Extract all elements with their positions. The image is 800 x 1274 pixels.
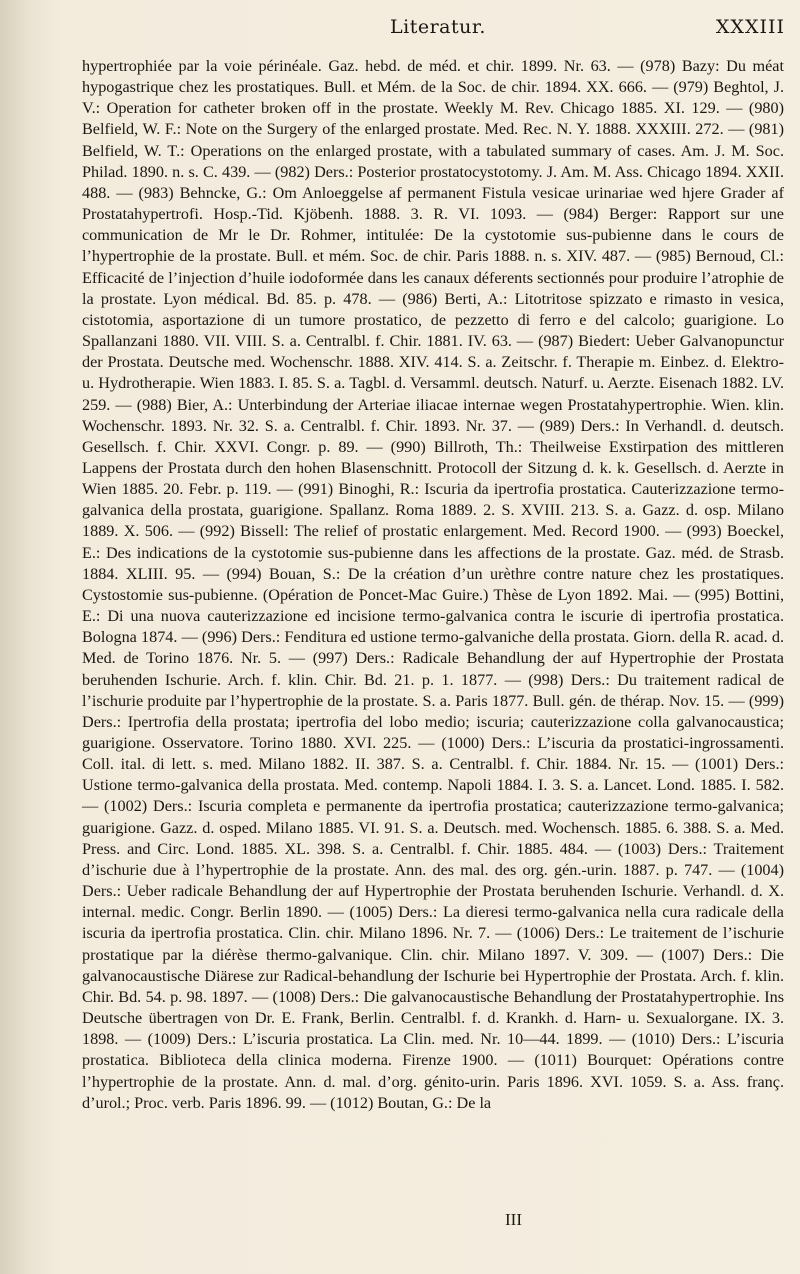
running-title: Literatur. — [390, 16, 486, 38]
running-header — [80, 10, 785, 46]
signature-mark: III — [505, 1210, 522, 1229]
bibliography-text — [82, 56, 784, 1114]
page-number: XXXIII — [715, 16, 785, 38]
bibliography-paragraph: hypertrophiée par la voie périnéale. Gaz. hebd. de méd. et chir. 1899. Nr. 63. — (978) Bazy: Du méat hypogastrique chez les prostatiques. Bull. et Mém. de la Soc. de chir. 1894. XX. 666. — (979) Beghtol, J. V.: Operation for catheter broken off in the prostate. Weekly M. Rev. Chicago 1885. XI. 129. — (980) Belfield, W. F.: Note on the Surgery of the enlarged prostate. Med. Rec. N. Y. 1888. XXXIII. 272. — (981) Belfield, W. T.: Operations on the enlarged prostate, with a tabulated summary of cases. Am. J. M. Soc. Philad. 1890. n. s. C. 439. — (982) Ders.: Posterior prostatocystotomy. J. Am. M. Ass. Chicago 1894. XXII. 488. — (983) Behncke, G.: Om Anloeggelse af permanent Fistula vesicae urinariae wed hjere Grader af Prostatahypertrofi. Hosp.-Tid. Kjöbenh. 1888. 3. R. VI. 1093. — (984) Berger: Rapport sur une communication de Mr le Dr. Rohmer, intitulée: De la cystotomie sus-pubienne dans le cours de l’hypertrophie de la prostate. Bull. et mém. Soc. de chir. Paris 1888. n. s. XIV. 487. — (985) Bernoud, Cl.: Efficacité de l’injection d’huile iodoformée dans les canaux déferents sectionnés pour produire l’atrophie de la prostate. Lyon médical. Bd. 85. p. 478. — (986) Berti, A.: Litotritose spizzato e rimasto in vesica, cistotomia, asportazione di un tumore prostatico, de pezzetto di ferro e del calcolo; guarigione. Lo Spallanzani 1880. VII. VIII. S. a. Centralbl. f. Chir. 1881. IV. 63. — (987) Biedert: Ueber Galvanopunctur der Prostata. Deutsche med. Wochenschr. 1888. XIV. 414. S. a. Zeitschr. f. Therapie m. Einbez. d. Elektro- u. Hydrotherapie. Wien 1883. I. 85. S. a. Tagbl. d. Versamml. deutsch. Naturf. u. Aerzte. Eisenach 1882. LV. 259. — (988) Bier, A.: Unterbindung der Arteriae iliacae internae wegen Prostatahypertrophie. Wien. klin. Wochenschr. 1893. Nr. 32. S. a. Centralbl. f. Chir. 1893. Nr. 37. — (989) Ders.: In Verhandl. d. deutsch. Gesellsch. f. Chir. XXVI. Congr. p. 89. — (990) Billroth, Th.: Theilweise Exstirpation des mittleren Lappens der Prostata durch den hohen Blasenschnitt. Protocoll der Sitzung d. k. k. Gesellsch. d. Aerzte in Wien 1885. 20. Febr. p. 119. — (991) Binoghi, R.: Iscuria da ipertrofia prostatica. Cauterizzazione termo-galvanica della prostata, guarigione. Spallanz. Roma 1889. 2. S. XVIII. 213. S. a. Gazz. d. osp. Milano 1889. X. 506. — (992) Bissell: The relief of prostatic enlargement. Med. Record 1900. — (993) Boeckel, E.: Des indications de la cystotomie sus-pubienne dans les affections de la prostate. Gaz. méd. de Strasb. 1884. XLIII. 95. — (994) Bouan, S.: De la création d’un urèthre contre nature chez les prostatiques. Cystostomie sus-pubienne. (Opération de Poncet-Mac Guire.) Thèse de Lyon 1892. Mai. — (995) Bottini, E.: Di una nuova cauterizzazione ed incisione termo-galvanica contra le iscurie di ipertrofia prostatica. Bologna 1874. — (996) Ders.: Fenditura ed ustione termo-galvaniche della prostata. Giorn. della R. acad. d. Med. de Torino 1876. Nr. 5. — (997) Ders.: Radicale Behandlung der auf Hypertrophie der Prostata beruhenden Ischurie. Arch. f. klin. Chir. Bd. 21. p. 1. 1877. — (998) Ders.: Du traitement radical de l’ischurie produite par l’hypertrophie de la prostate. S. a. Paris 1877. Bull. gén. de thérap. Nov. 15. — (999) Ders.: Ipertrofia della prostata; ipertrofia del lobo medio; iscuria; cauterizzazione colla galvanocaustica; guarigione. Osservatore. Torino 1880. XVI. 225. — (1000) Ders.: L’iscuria da prostatici-ingrossamenti. Coll. ital. di lett. s. med. Milano 1882. II. 387. S. a. Centralbl. f. Chir. 1884. Nr. 15. — (1001) Ders.: Ustione termo-galvanica della prostata. Med. contemp. Napoli 1884. I. 3. S. a. Lancet. Lond. 1885. I. 582. — (1002) Ders.: Iscuria completa e permanente da ipertrofia prostatica; cauterizzazione termo-galvanica; guarigione. Gazz. d. osped. Milano 1885. VI. 91. S. a. Deutsch. med. Wochensch. 1885. 6. 388. S. a. Med. Press. and Circ. Lond. 1885. XL. 398. S. a. Centralbl. f. Chir. 1885. 484. — (1003) Ders.: Traitement d’ischurie due à l’hypertrophie de la prostate. Ann. des mal. des org. gén.-urin. 1887. p. 747. — (1004) Ders.: Ueber radicale Behandlung der auf Hypertrophie der Prostata beruhenden Ischurie. Verhandl. d. X. internal. medic. Congr. Berlin 1890. — (1005) Ders.: La dieresi termo-galvanica nella cura radicale della iscuria da ipertrofia prostatica. Clin. chir. Milano 1896. Nr. 7. — (1006) Ders.: Le traitement de l’ischurie prostatique par la diérèse thermo-galvanique. Clin. chir. Milano 1897. V. 309. — (1007) Ders.: Die galvanocaustische Diärese zur Radical-behandlung der Ischurie bei Hypertrophie der Prostata. Arch. f. klin. Chir. Bd. 54. p. 98. 1897. — (1008) Ders.: Die galvanocaustische Behandlung der Prostatahypertrophie. Ins Deutsche übertragen von Dr. E. Frank, Berlin. Centralbl. f. d. Krankh. d. Harn- u. Sexualorgane. IX. 3. 1898. — (1009) Ders.: L’iscuria prostatica. La Clin. med. Nr. 10—44. 1899. — (1010) Ders.: L’iscuria prostatica. Biblioteca della clinica moderna. Firenze 1900. — (1011) Bourquet: Opérations contre l’hypertrophie de la prostate. Ann. d. mal. d’org. génito-urin. Paris 1896. XVI. 1059. S. a. Ass. franç. d’urol.; Proc. verb. Paris 1896. 99. — (1012) Boutan, G.: De la — [82, 57, 784, 1112]
